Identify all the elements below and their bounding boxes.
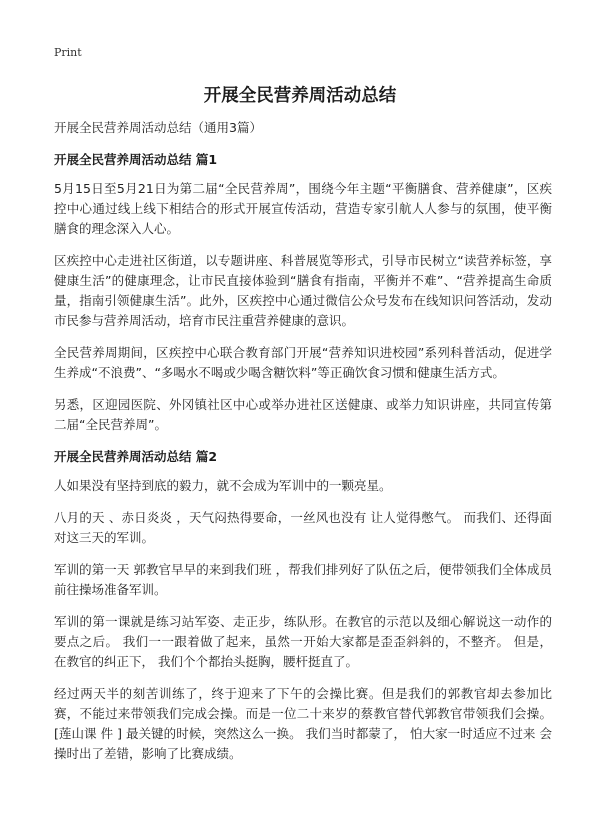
paragraph: 全民营养周期间，区疾控中心联合教育部门开展“营养知识进校园”系列科普活动，促进学生养成“不浪费”、“多喝水不喝或少喝含糖饮料”等正确饮食习惯和健康生活方式。 xyxy=(54,345,552,380)
section-2 xyxy=(54,447,552,764)
paragraph: 经过两天半的刻苦训练了，终于迎来了下午的会操比赛。但是我们的郭教官却去参加比赛，不能过来带领我们完成会操。而是一位二十来岁的蔡教官替代郭教官带领我们会操。 [莲山课 件 ] 最关键的时候，突然这么一换。 我们当时都蒙了， 怕大家一时适应不过来 会操时出了差错，影响了比赛成绩。 xyxy=(54,686,552,761)
paragraph: 另悉，区迎园医院、外冈镇社区中心或举办进社区送健康、或举力知识讲座，共同宣传第二届“全民营养周”。 xyxy=(54,397,552,432)
paragraph: 八月的天 、赤日炎炎 ，天气闷热得要命，一丝风也没有 让人觉得憋气。 而我们、还得面对这三天的军训。 xyxy=(54,510,552,545)
paragraph: 人如果没有坚持到底的毅力，就不会成为军训中的一颗亮星。 xyxy=(54,478,392,493)
section-heading: 开展全民营养周活动总结 篇1 xyxy=(54,152,218,167)
paragraph: 军训的第一课就是练习站军姿、走正步，练队形。在教官的示范以及细心解说这一动作的要点之后。 我们一一跟着做了起来，虽然一开始大家都是歪歪斜斜的，不整齐。 但是， 在教官的纠正下， 我们个个都抬头挺胸，腰杆挺直了。 xyxy=(54,614,552,669)
document-title: 开展全民营养周活动总结 xyxy=(203,86,397,106)
document-subtitle: 开展全民营养周活动总结（通用3篇） xyxy=(54,120,262,135)
document-body xyxy=(54,118,552,776)
paragraph: 区疾控中心走进社区街道，以专题讲座、科普展览等形式，引导市民树立“读营养标签，享健康生活”的健康理念，让市民直接体验到“膳食有指南，平衡并不难”、“营养提高生命质量，指南引领健康生活”。此外，区疾控中心通过微信公众号发布在线知识问答活动，发动市民参与营养周活动，培育市民注重营养健康的意识。 xyxy=(54,253,552,328)
paragraph: 军训的第一天 郭教官早早的来到我们班 ，帮我们排列好了队伍之后，便带领我们全体成员前往操场准备军训。 xyxy=(54,562,552,597)
section-heading: 开展全民营养周活动总结 篇2 xyxy=(54,449,218,464)
print-label: Print xyxy=(54,46,82,59)
section-1 xyxy=(54,150,552,435)
paragraph: 5月15日至5月21日为第二届“全民营养周”，围绕今年主题“平衡膳食、营养健康”，区疾控中心通过线上线下相结合的形式开展宣传活动，营造专家引航人人参与的氛围，使平衡膳食的理念深入人心。 xyxy=(54,181,552,236)
